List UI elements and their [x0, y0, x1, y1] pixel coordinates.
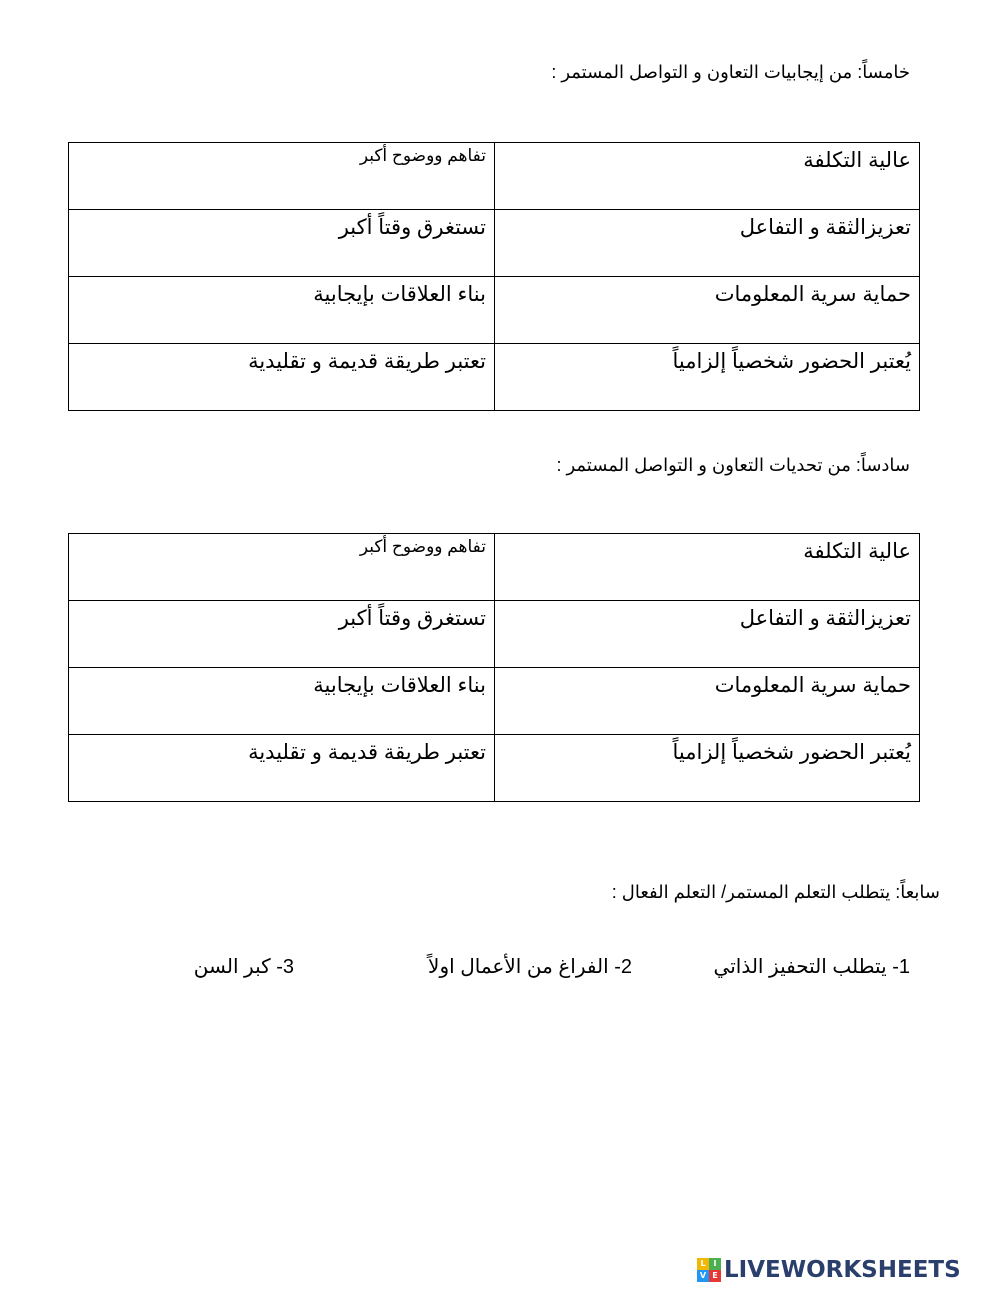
logo-tile-letter: I — [709, 1258, 721, 1270]
table-cell-right: يُعتبر الحضور شخصياً إلزامياً — [495, 735, 920, 802]
logo-tile-letter: L — [697, 1258, 709, 1270]
logo-text: LIVEWORKSHEETS — [724, 1257, 961, 1283]
section-7-heading: سابعاً: يتطلب التعلم المستمر/ التعلم الفعال : — [611, 882, 940, 902]
logo-tile-icon — [697, 1258, 721, 1282]
table-row — [69, 344, 920, 411]
table-row — [69, 668, 920, 735]
option-1: 1- يتطلب التحفيز الذاتي — [713, 956, 910, 978]
logo-tile-letter: E — [709, 1270, 721, 1282]
section-6-heading: سادساً: من تحديات التعاون و التواصل المستمر : — [556, 455, 910, 475]
option-2: 2- الفراغ من الأعمال اولاً — [428, 956, 632, 978]
table-cell-left: بناء العلاقات بإيجابية — [69, 277, 495, 344]
table-cell-left: تعتبر طريقة قديمة و تقليدية — [69, 735, 495, 802]
table-row — [69, 277, 920, 344]
table-row — [69, 601, 920, 668]
table-cell-left: تعتبر طريقة قديمة و تقليدية — [69, 344, 495, 411]
table-cell-left: تفاهم ووضوح أكبر — [69, 534, 495, 601]
table-row — [69, 735, 920, 802]
option-3: 3- كبر السن — [193, 956, 294, 978]
table-row — [69, 210, 920, 277]
table-cell-left: تستغرق وقتاً أكبر — [69, 210, 495, 277]
table-cell-right: يُعتبر الحضور شخصياً إلزامياً — [495, 344, 920, 411]
table-cell-right: حماية سرية المعلومات — [495, 277, 920, 344]
table-cell-left: بناء العلاقات بإيجابية — [69, 668, 495, 735]
table-cell-left: تفاهم ووضوح أكبر — [69, 143, 495, 210]
logo-tile-letter: V — [697, 1270, 709, 1282]
table-cell-right: عالية التكلفة — [495, 534, 920, 601]
table-row — [69, 534, 920, 601]
table-cell-right: حماية سرية المعلومات — [495, 668, 920, 735]
table-cell-right: تعزيزالثقة و التفاعل — [495, 601, 920, 668]
table-cell-right: عالية التكلفة — [495, 143, 920, 210]
liveworksheets-logo — [697, 1255, 961, 1285]
table-cell-right: تعزيزالثقة و التفاعل — [495, 210, 920, 277]
section-5-table — [68, 142, 920, 411]
section-5-heading: خامساً: من إيجابيات التعاون و التواصل المستمر : — [551, 62, 910, 82]
table-row — [69, 143, 920, 210]
section-6-table — [68, 533, 920, 802]
table-cell-left: تستغرق وقتاً أكبر — [69, 601, 495, 668]
